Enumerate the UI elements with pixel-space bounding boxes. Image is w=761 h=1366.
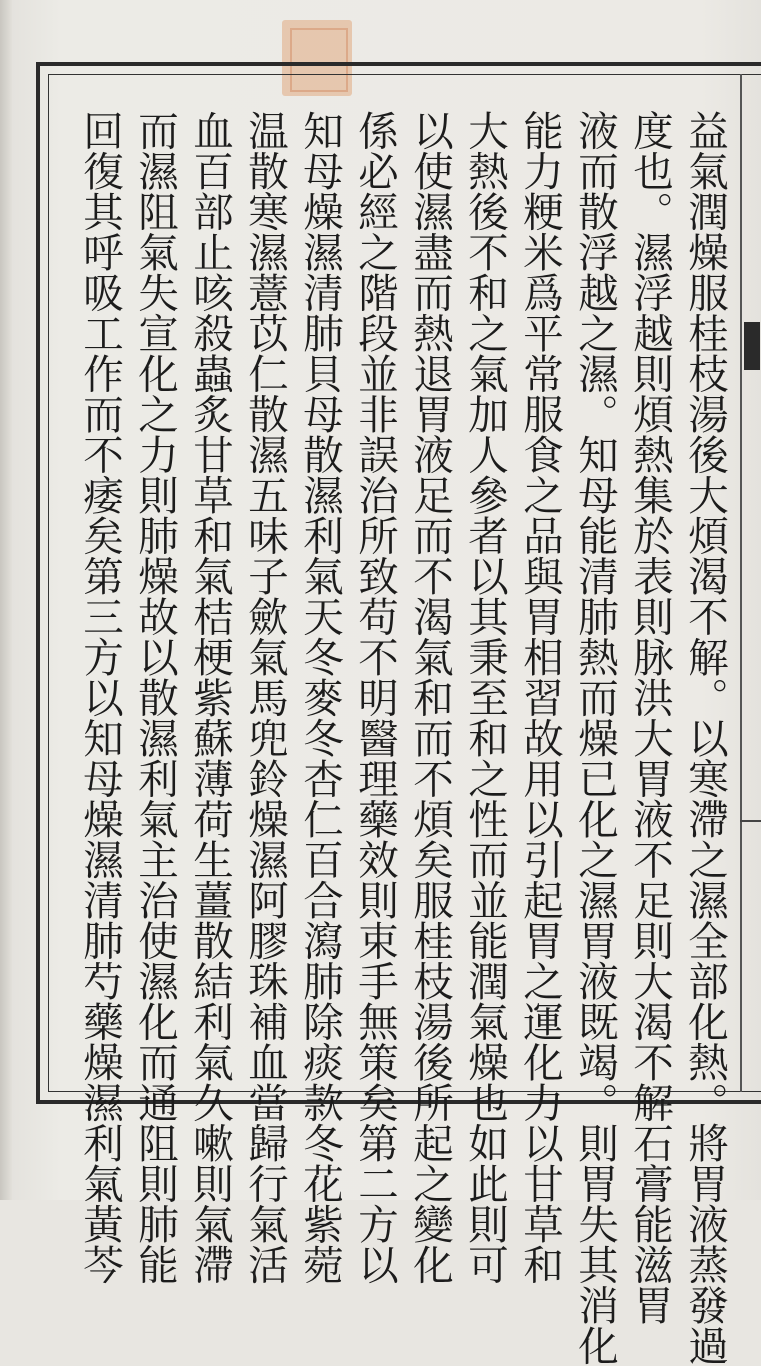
text-column-11: 而濕阻氣失宣化之力則肺燥故以散濕利氣主治使濕化而通阻則肺能 xyxy=(131,110,179,1285)
text-column-9: 温散寒濕薏苡仁散濕五味子歛氣馬兜鈴燥濕阿膠珠補血當歸行氣活 xyxy=(241,110,289,1285)
text-column-7: 係必經之階段並非誤治所致苟不明醫理藥效則束手無策矣第二方以 xyxy=(351,110,399,1285)
text-column-1: 益氣潤燥服桂枝湯後大煩渴不解。以寒滯之濕全部化熱。將胃液蒸發過 xyxy=(681,110,729,1366)
margin-rule xyxy=(740,74,742,1092)
text-column-4: 能力粳米爲平常服食之品與胃相習故用以引起胃之運化力以甘草和 xyxy=(516,110,564,1285)
text-column-8: 知母燥濕清肺貝母散濕利氣天冬麥冬杏仁百合瀉肺除痰款冬花紫菀 xyxy=(296,110,344,1285)
text-column-12: 回復其呼吸工作而不痿矣第三方以知母燥濕清肺芍藥燥濕利氣黃芩 xyxy=(76,110,124,1285)
margin-tick xyxy=(740,820,761,822)
binding-edge xyxy=(0,0,12,1200)
text-column-5: 大熱後不和之氣加人參者以其秉至和之性而並能潤氣燥也如此則可 xyxy=(461,110,509,1285)
text-column-2: 度也。濕浮越則煩熱集於表則脉洪大胃液不足則大渴不解石膏能滋胃 xyxy=(626,110,674,1325)
text-body xyxy=(60,110,730,1366)
text-column-6: 以使濕盡而熱退胃液足而不渴氣和而不煩矣服桂枝湯後所起之變化 xyxy=(406,110,454,1285)
text-column-3: 液而散浮越之濕。知母能清肺熱而燥已化之濕胃液既竭。則胃失其消化 xyxy=(571,110,619,1366)
margin-mark xyxy=(744,322,760,370)
text-column-10: 血百部止咳殺蟲炙甘草和氣桔梗紫蘇薄荷生薑散結利氣久嗽則氣滯 xyxy=(186,110,234,1285)
